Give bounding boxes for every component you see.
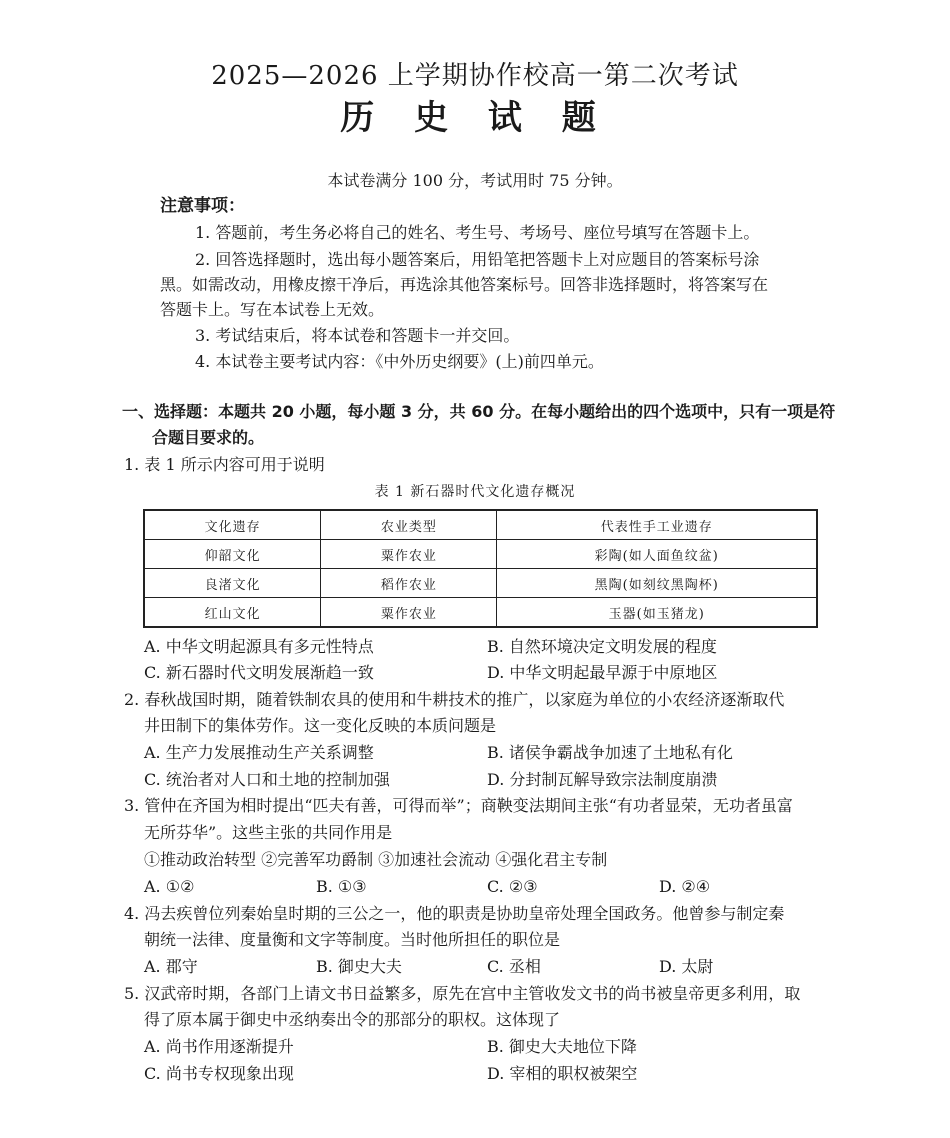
question-2-stem-cont: 井田制下的集体劳作。这一变化反映的本质问题是: [144, 716, 497, 735]
question-2-stem: 2. 春秋战国时期，随着铁制农具的使用和牛耕技术的推广，以家庭为单位的小农经济逐渐取代: [124, 690, 785, 709]
table-header-row: [144, 510, 817, 540]
option-c: C. 丞相: [487, 957, 541, 976]
notice-item: 1. 答题前，考生务必将自己的姓名、考生号、考场号、座位号填写在答题卡上。: [195, 223, 760, 242]
question-5-stem: 5. 汉武帝时期，各部门上请文书日益繁多，原先在宫中主管收发文书的尚书被皇帝更多利用，取: [124, 984, 801, 1003]
subject-title: 历 史 试 题: [340, 98, 610, 138]
table-header-cell: 文化遗存: [144, 510, 321, 540]
table-caption: 表 1 新石器时代文化遗存概况: [374, 484, 576, 500]
section-heading: 一、选择题：本题共 20 小题，每小题 3 分，共 60 分。在每小题给出的四个选项中，只有一项是符: [122, 402, 836, 421]
option-c: C. 尚书专权现象出现: [144, 1064, 294, 1083]
question-5-stem-cont: 得了原本属于御史中丞纳奏出令的那部分的职权。这体现了: [144, 1010, 561, 1029]
table-cell: 玉器(如玉猪龙): [497, 598, 817, 628]
option-d: D. 太尉: [659, 957, 714, 976]
notice-item: 3. 考试结束后，将本试卷和答题卡一并交回。: [195, 326, 520, 345]
table-header-cell: 代表性手工业遗存: [497, 510, 817, 540]
option-b: B. 御史大夫地位下降: [487, 1037, 637, 1056]
option-b: B. 自然环境决定文明发展的程度: [487, 637, 717, 656]
option-b: B. ①③: [316, 877, 367, 896]
table-cell: 良渚文化: [144, 569, 321, 598]
notice-item: 2. 回答选择题时，选出每小题答案后，用铅笔把答题卡上对应题目的答案标号涂: [195, 250, 760, 269]
option-b: B. 御史大夫: [316, 957, 402, 976]
option-b: B. 诸侯争霸战争加速了土地私有化: [487, 743, 733, 762]
option-d: D. 中华文明起最早源于中原地区: [487, 663, 718, 682]
option-d: D. 分封制瓦解导致宗法制度崩溃: [487, 770, 718, 789]
table-row: [144, 598, 817, 628]
table-cell: 粟作农业: [321, 598, 497, 628]
table-row: [144, 540, 817, 569]
table-cell: 黑陶(如刻纹黑陶杯): [497, 569, 817, 598]
option-a: A. 中华文明起源具有多元性特点: [144, 637, 374, 656]
table-cell: 彩陶(如人面鱼纹盆): [497, 540, 817, 569]
option-d: D. ②④: [659, 877, 711, 896]
table-cell: 粟作农业: [321, 540, 497, 569]
question-3-items: ①推动政治转型 ②完善军功爵制 ③加速社会流动 ④强化君主专制: [144, 850, 608, 869]
notice-heading: 注意事项：: [160, 196, 245, 216]
option-a: A. 尚书作用逐渐提升: [144, 1037, 294, 1056]
option-a: A. ①②: [144, 877, 195, 896]
option-c: C. 统治者对人口和土地的控制加强: [144, 770, 390, 789]
notice-item: 黑。如需改动，用橡皮擦干净后，再选涂其他答案标号。回答非选择题时，将答案写在: [160, 275, 769, 294]
option-a: A. 生产力发展推动生产关系调整: [144, 743, 374, 762]
table-row: [144, 569, 817, 598]
table-cell: 红山文化: [144, 598, 321, 628]
option-d: D. 宰相的职权被架空: [487, 1064, 638, 1083]
table-cell: 稻作农业: [321, 569, 497, 598]
exam-title: 2025—2026 上学期协作校高一第二次考试: [211, 61, 739, 91]
notice-item: 答题卡上。写在本试卷上无效。: [160, 300, 385, 319]
option-a: A. 郡守: [144, 957, 198, 976]
question-4-stem-cont: 朝统一法律、度量衡和文字等制度。当时他所担任的职位是: [144, 930, 561, 949]
question-3-stem-cont: 无所芬华”。这些主张的共同作用是: [144, 823, 393, 842]
section-heading-cont: 合题目要求的。: [152, 428, 265, 447]
notice-item: 4. 本试卷主要考试内容：《中外历史纲要》(上)前四单元。: [195, 352, 604, 371]
option-c: C. 新石器时代文明发展渐趋一致: [144, 663, 374, 682]
table-cell: 仰韶文化: [144, 540, 321, 569]
question-3-stem: 3. 管仲在齐国为相时提出“匹夫有善，可得而举”；商鞅变法期间主张“有功者显荣，无功者虽富: [124, 796, 793, 815]
exam-intro: 本试卷满分 100 分，考试用时 75 分钟。: [327, 171, 623, 190]
question-1-stem: 1. 表 1 所示内容可用于说明: [124, 455, 325, 474]
table-header-cell: 农业类型: [321, 510, 497, 540]
option-c: C. ②③: [487, 877, 538, 896]
culture-table: [143, 509, 818, 628]
question-4-stem: 4. 冯去疾曾位列秦始皇时期的三公之一，他的职责是协助皇帝处理全国政务。他曾参与制定秦: [124, 904, 785, 923]
